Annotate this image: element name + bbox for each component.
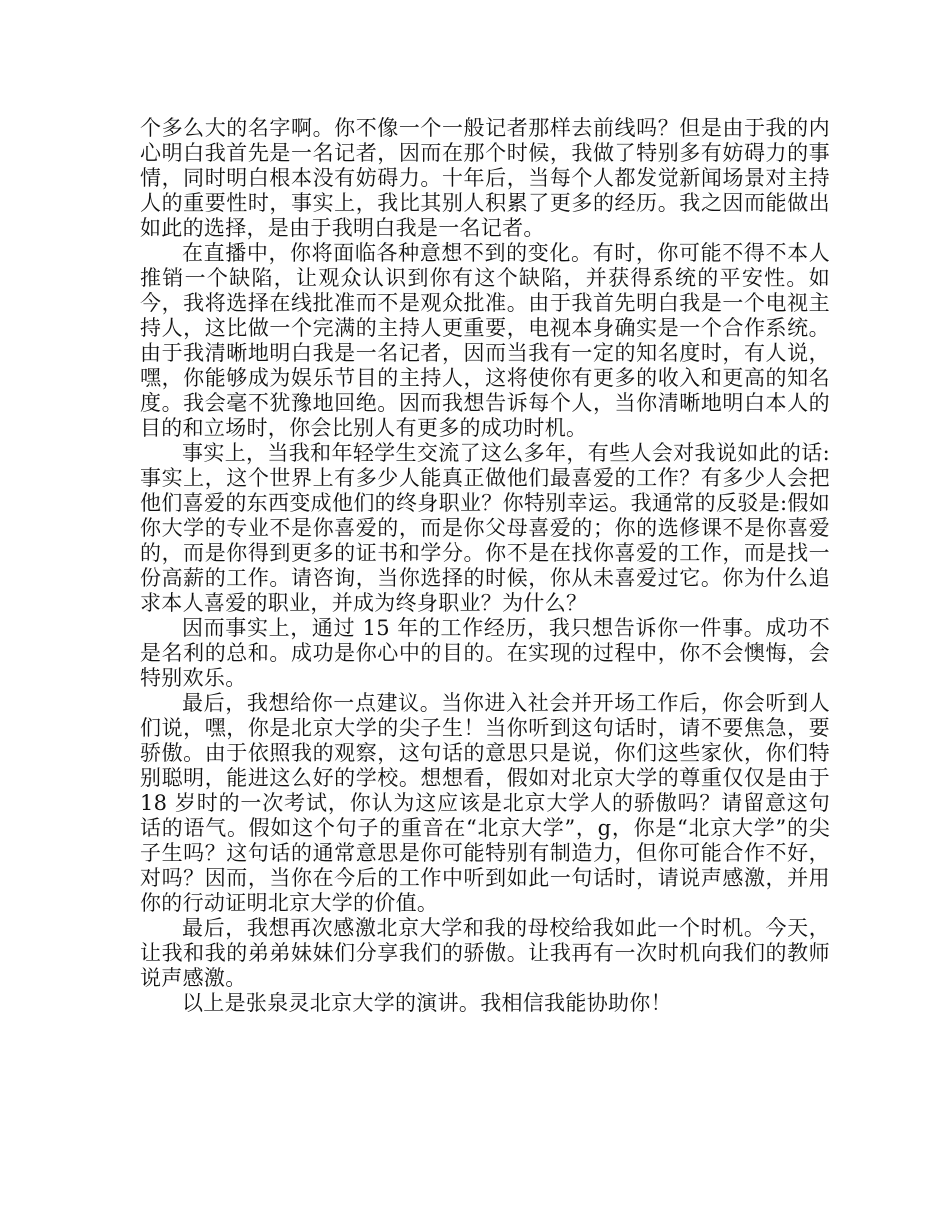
paragraph-2: 在直播中，你将面临各种意想不到的变化。有时，你可能不得不本人推销一个缺陷，让观众认识到你有这个缺陷，并获得系统的平安性。如今，我将选择在线批准而不是观众批准。由于我首先明白我是一个电视主持人，这比做一个完满的主持人更重要，电视本身确实是一个合作系统。由于我清晰地明白我是一名记者，因而当我有一定的知名度时，有人说，嘿，你能够成为娱乐节目的主持人，这将使你有更多的收入和更高的知名度。我会毫不犹豫地回绝。因而我想告诉每个人，当你清晰地明白本人的目的和立场时，你会比别人有更多的成功时机。 [140, 241, 830, 440]
paragraph-4: 因而事实上，通过 15 年的工作经历，我只想告诉你一件事。成功不是名利的总和。成功是你心中的目的。在实现的过程中，你不会懊悔，会特别欢乐。 [140, 616, 830, 690]
paragraph-5: 最后，我想给你一点建议。当你进入社会并开场工作后，你会听到人们说，嘿，你是北京大学的尖子生！当你听到这句话时，请不要焦急，要骄傲。由于依照我的观察，这句话的意思只是说，你们这些家伙，你们特别聪明，能进这么好的学校。想想看，假如对北京大学的尊重仅仅是由于 18 岁时的一次考试，你认为这应该是北京大学人的骄傲吗？请留意这句话的语气。假如这个句子的重音在“北京大学”，g，你是“北京大学”的尖子生吗？这句话的通常意思是你可能特别有制造力，但你可能合作不好，对吗？因而，当你在今后的工作中听到如此一句话时，请说声感激，并用你的行动证明北京大学的价值。 [140, 691, 830, 915]
paragraph-1: 个多么大的名字啊。你不像一个一般记者那样去前线吗？但是由于我的内心明白我首先是一名记者，因而在那个时候，我做了特别多有妨碍力的事情，同时明白根本没有妨碍力。十年后，当每个人都发觉新闻场景对主持人的重要性时，事实上，我比其别人积累了更多的经历。我之因而能做出如此的选择，是由于我明白我是一名记者。 [140, 116, 830, 240]
document-body [140, 116, 830, 1016]
paragraph-7: 以上是张泉灵北京大学的演讲。我相信我能协助你！ [182, 991, 672, 1015]
paragraph-6: 最后，我想再次感激北京大学和我的母校给我如此一个时机。今天，让我和我的弟弟妹妹们分享我们的骄傲。让我再有一次时机向我们的教师说声感激。 [140, 916, 830, 990]
paragraph-3: 事实上，当我和年轻学生交流了这么多年，有些人会对我说如此的话:事实上，这个世界上有多少人能真正做他们最喜爱的工作？有多少人会把他们喜爱的东西变成他们的终身职业？你特别幸运。我通常的反驳是:假如你大学的专业不是你喜爱的，而是你父母喜爱的；你的选修课不是你喜爱的，而是你得到更多的证书和学分。你不是在找你喜爱的工作，而是找一份高薪的工作。请咨询，当你选择的时候，你从未喜爱过它。你为什么追求本人喜爱的职业，并成为终身职业？为什么？ [140, 441, 830, 615]
